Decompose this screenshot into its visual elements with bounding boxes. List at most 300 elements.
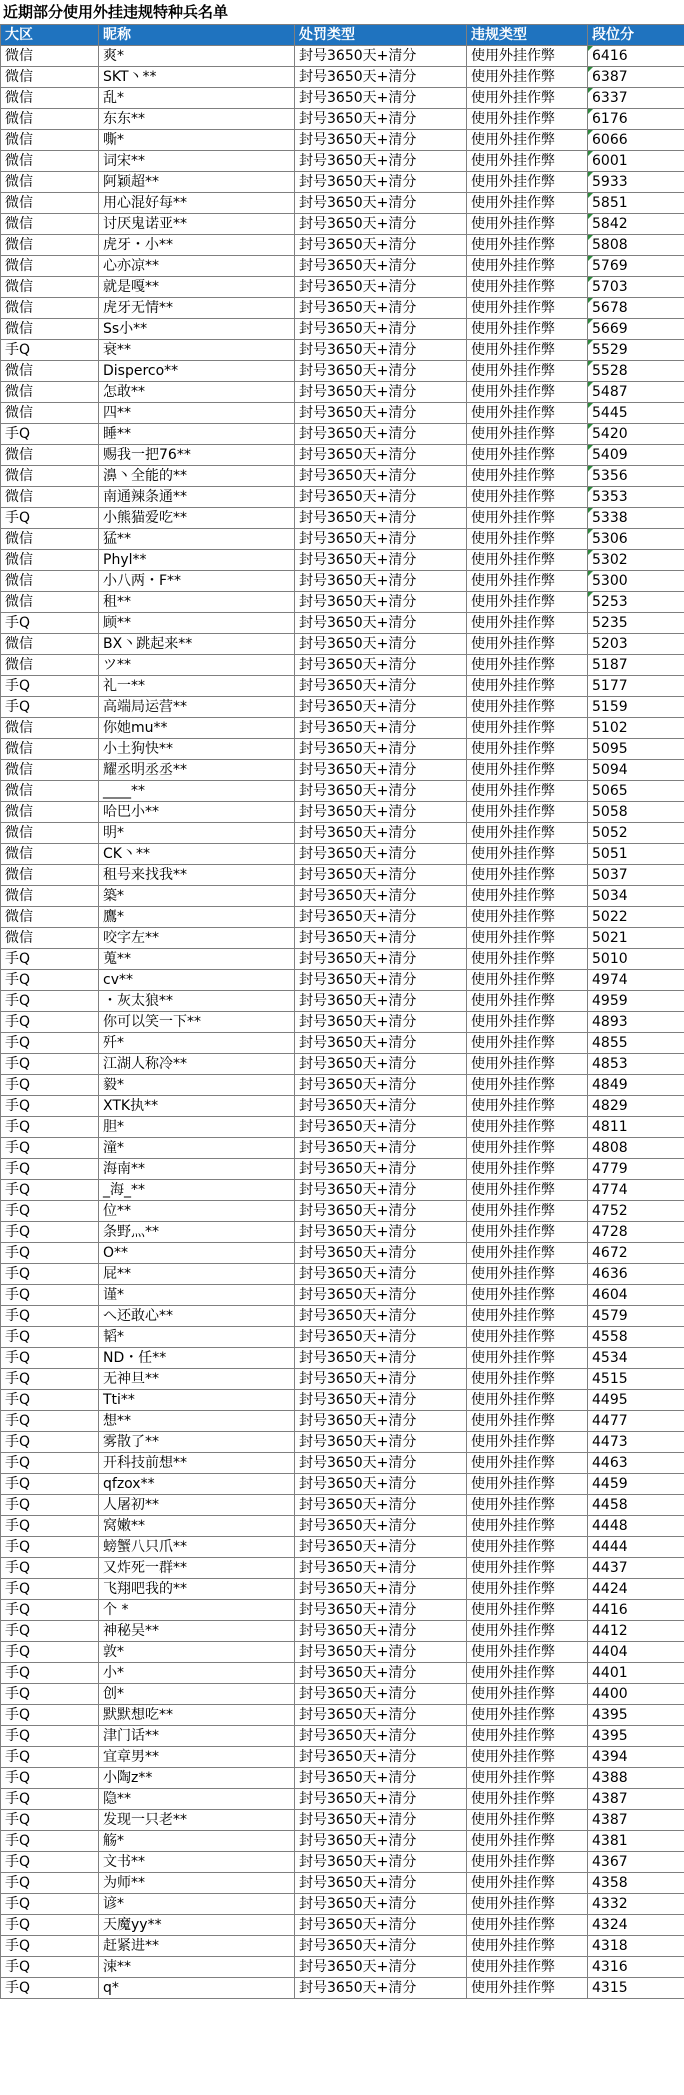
cell-region: 微信: [1, 760, 99, 781]
cell-violation: 使用外挂作弊: [467, 1768, 588, 1789]
score-value: 5203: [592, 636, 628, 652]
cell-violation: 使用外挂作弊: [467, 256, 588, 277]
cell-penalty: 封号3650天+清分: [295, 193, 467, 214]
cell-region: 手Q: [1, 1243, 99, 1264]
cell-penalty: 封号3650天+清分: [295, 1684, 467, 1705]
cell-nickname: 高端局运营**: [99, 697, 295, 718]
cell-nickname: 鷹*: [99, 907, 295, 928]
cell-violation: 使用外挂作弊: [467, 1306, 588, 1327]
cell-penalty: 封号3650天+清分: [295, 1537, 467, 1558]
cell-penalty: 封号3650天+清分: [295, 1957, 467, 1978]
cell-penalty: 封号3650天+清分: [295, 529, 467, 550]
table-row: [1, 1852, 684, 1873]
cell-score: [588, 1684, 684, 1705]
cell-nickname: 想**: [99, 1411, 295, 1432]
cell-region: 微信: [1, 886, 99, 907]
cell-region: 手Q: [1, 1075, 99, 1096]
cell-violation: 使用外挂作弊: [467, 1705, 588, 1726]
table-row: [1, 613, 684, 634]
cell-nickname: 为师**: [99, 1873, 295, 1894]
table-row: [1, 991, 684, 1012]
cell-violation: 使用外挂作弊: [467, 403, 588, 424]
score-value: 4534: [592, 1350, 628, 1366]
cell-nickname: 隐**: [99, 1789, 295, 1810]
cell-score: [588, 1726, 684, 1747]
cell-region: 手Q: [1, 1348, 99, 1369]
score-value: 5487: [592, 384, 628, 400]
cell-nickname: 谚*: [99, 1894, 295, 1915]
cell-violation: 使用外挂作弊: [467, 802, 588, 823]
cell-score: [588, 1894, 684, 1915]
column-header-penalty: 处罚类型: [295, 25, 467, 46]
table-row: [1, 844, 684, 865]
cell-nickname: 你她mu**: [99, 718, 295, 739]
cell-region: 手Q: [1, 1705, 99, 1726]
cell-nickname: ツ**: [99, 655, 295, 676]
score-value: 5021: [592, 930, 628, 946]
cell-nickname: 潼*: [99, 1138, 295, 1159]
error-indicator-icon: [588, 466, 593, 471]
cell-violation: 使用外挂作弊: [467, 865, 588, 886]
score-value: 5177: [592, 678, 628, 694]
cell-region: 微信: [1, 151, 99, 172]
cell-score: [588, 403, 684, 424]
cell-score: [588, 1642, 684, 1663]
table-row: [1, 1012, 684, 1033]
cell-penalty: 封号3650天+清分: [295, 235, 467, 256]
error-indicator-icon: [588, 529, 593, 534]
score-value: 4388: [592, 1770, 628, 1786]
cell-region: 微信: [1, 550, 99, 571]
cell-violation: 使用外挂作弊: [467, 1642, 588, 1663]
table-row: [1, 1159, 684, 1180]
cell-region: 微信: [1, 403, 99, 424]
table-row: [1, 151, 684, 172]
table-row: [1, 1558, 684, 1579]
cell-penalty: 封号3650天+清分: [295, 1012, 467, 1033]
cell-penalty: 封号3650天+清分: [295, 1453, 467, 1474]
cell-region: 手Q: [1, 1810, 99, 1831]
cell-nickname: cv**: [99, 970, 295, 991]
cell-score: [588, 214, 684, 235]
cell-region: 手Q: [1, 340, 99, 361]
cell-score: [588, 1705, 684, 1726]
cell-nickname: 韬*: [99, 1327, 295, 1348]
cell-region: 手Q: [1, 1558, 99, 1579]
score-value: 6387: [592, 69, 628, 85]
cell-region: 微信: [1, 256, 99, 277]
score-value: 4416: [592, 1602, 628, 1618]
cell-penalty: 封号3650天+清分: [295, 1222, 467, 1243]
cell-penalty: 封号3650天+清分: [295, 1516, 467, 1537]
score-value: 4324: [592, 1917, 628, 1933]
cell-region: 微信: [1, 193, 99, 214]
cell-penalty: 封号3650天+清分: [295, 1852, 467, 1873]
cell-score: [588, 235, 684, 256]
cell-nickname: qfzox**: [99, 1474, 295, 1495]
cell-violation: 使用外挂作弊: [467, 1075, 588, 1096]
score-value: 4672: [592, 1245, 628, 1261]
table-row: [1, 361, 684, 382]
table-row: [1, 1117, 684, 1138]
cell-score: [588, 256, 684, 277]
cell-nickname: 用心混好每**: [99, 193, 295, 214]
cell-score: [588, 1033, 684, 1054]
table-row: [1, 508, 684, 529]
cell-score: [588, 382, 684, 403]
cell-penalty: 封号3650天+清分: [295, 949, 467, 970]
cell-penalty: 封号3650天+清分: [295, 844, 467, 865]
cell-score: [588, 1915, 684, 1936]
cell-score: [588, 466, 684, 487]
table-row: [1, 1579, 684, 1600]
cell-violation: 使用外挂作弊: [467, 1243, 588, 1264]
cell-nickname: BX丶跳起来**: [99, 634, 295, 655]
cell-penalty: 封号3650天+清分: [295, 277, 467, 298]
cell-region: 手Q: [1, 1768, 99, 1789]
table-row: [1, 865, 684, 886]
cell-region: 手Q: [1, 1789, 99, 1810]
cell-region: 微信: [1, 655, 99, 676]
score-value: 4893: [592, 1014, 628, 1030]
cell-penalty: 封号3650天+清分: [295, 1705, 467, 1726]
cell-penalty: 封号3650天+清分: [295, 319, 467, 340]
table-row: [1, 67, 684, 88]
table-row: [1, 676, 684, 697]
cell-region: 微信: [1, 445, 99, 466]
cell-violation: 使用外挂作弊: [467, 991, 588, 1012]
cell-violation: 使用外挂作弊: [467, 571, 588, 592]
cell-score: [588, 1537, 684, 1558]
cell-region: 微信: [1, 928, 99, 949]
cell-violation: 使用外挂作弊: [467, 1789, 588, 1810]
cell-score: [588, 1495, 684, 1516]
cell-region: 手Q: [1, 1390, 99, 1411]
score-value: 5051: [592, 846, 628, 862]
cell-penalty: 封号3650天+清分: [295, 1495, 467, 1516]
cell-score: [588, 1180, 684, 1201]
column-header-violation: 违规类型: [467, 25, 588, 46]
score-value: 4448: [592, 1518, 628, 1534]
cell-violation: 使用外挂作弊: [467, 130, 588, 151]
cell-nickname: 衰**: [99, 340, 295, 361]
table-row: [1, 1180, 684, 1201]
score-value: 4774: [592, 1182, 628, 1198]
cell-score: [588, 823, 684, 844]
cell-region: 微信: [1, 298, 99, 319]
error-indicator-icon: [588, 487, 593, 492]
cell-violation: 使用外挂作弊: [467, 1033, 588, 1054]
cell-score: [588, 865, 684, 886]
cell-violation: 使用外挂作弊: [467, 1117, 588, 1138]
cell-region: 手Q: [1, 1684, 99, 1705]
cell-violation: 使用外挂作弊: [467, 88, 588, 109]
error-indicator-icon: [588, 214, 593, 219]
table-row: [1, 802, 684, 823]
cell-nickname: Disperco**: [99, 361, 295, 382]
cell-region: 手Q: [1, 1369, 99, 1390]
cell-nickname: 胆*: [99, 1117, 295, 1138]
cell-region: 微信: [1, 319, 99, 340]
cell-nickname: 无神旦**: [99, 1369, 295, 1390]
score-value: 4395: [592, 1728, 628, 1744]
score-value: 5338: [592, 510, 628, 526]
table-row: [1, 1411, 684, 1432]
cell-violation: 使用外挂作弊: [467, 1495, 588, 1516]
cell-nickname: 条野灬**: [99, 1222, 295, 1243]
table-row: [1, 1453, 684, 1474]
error-indicator-icon: [588, 382, 593, 387]
score-value: 5235: [592, 615, 628, 631]
score-value: 5095: [592, 741, 628, 757]
cell-nickname: SKT丶**: [99, 67, 295, 88]
error-indicator-icon: [588, 88, 593, 93]
table-row: [1, 46, 684, 67]
error-indicator-icon: [588, 298, 593, 303]
table-row: [1, 1978, 684, 1999]
table-row: [1, 1033, 684, 1054]
table-row: [1, 529, 684, 550]
cell-penalty: 封号3650天+清分: [295, 1726, 467, 1747]
score-value: 4463: [592, 1455, 628, 1471]
cell-region: 微信: [1, 592, 99, 613]
cell-penalty: 封号3650天+清分: [295, 760, 467, 781]
cell-nickname: 濞丶全能的**: [99, 466, 295, 487]
cell-nickname: 阿颖超**: [99, 172, 295, 193]
cell-violation: 使用外挂作弊: [467, 1726, 588, 1747]
cell-violation: 使用外挂作弊: [467, 634, 588, 655]
error-indicator-icon: [588, 508, 593, 513]
score-value: 5102: [592, 720, 628, 736]
score-value: 4401: [592, 1665, 628, 1681]
table-row: [1, 928, 684, 949]
cell-score: [588, 1600, 684, 1621]
cell-penalty: 封号3650天+清分: [295, 508, 467, 529]
cell-penalty: 封号3650天+清分: [295, 1642, 467, 1663]
cell-violation: 使用外挂作弊: [467, 1621, 588, 1642]
cell-violation: 使用外挂作弊: [467, 1285, 588, 1306]
cell-penalty: 封号3650天+清分: [295, 1831, 467, 1852]
cell-region: 手Q: [1, 1306, 99, 1327]
cell-region: 微信: [1, 277, 99, 298]
score-value: 5445: [592, 405, 628, 421]
cell-nickname: 爽*: [99, 46, 295, 67]
table-row: [1, 592, 684, 613]
cell-violation: 使用外挂作弊: [467, 214, 588, 235]
cell-region: 手Q: [1, 1201, 99, 1222]
cell-violation: 使用外挂作弊: [467, 1180, 588, 1201]
cell-region: 手Q: [1, 991, 99, 1012]
cell-region: 手Q: [1, 1621, 99, 1642]
cell-nickname: 租**: [99, 592, 295, 613]
cell-nickname: q*: [99, 1978, 295, 1999]
score-value: 4477: [592, 1413, 628, 1429]
score-value: 4358: [592, 1875, 628, 1891]
score-value: 5302: [592, 552, 628, 568]
cell-penalty: 封号3650天+清分: [295, 445, 467, 466]
cell-region: 手Q: [1, 1033, 99, 1054]
cell-region: 微信: [1, 67, 99, 88]
score-value: 5678: [592, 300, 628, 316]
cell-violation: 使用外挂作弊: [467, 1348, 588, 1369]
cell-score: [588, 1747, 684, 1768]
cell-region: 手Q: [1, 1642, 99, 1663]
score-value: 4381: [592, 1833, 628, 1849]
cell-score: [588, 739, 684, 760]
cell-violation: 使用外挂作弊: [467, 1537, 588, 1558]
cell-penalty: 封号3650天+清分: [295, 970, 467, 991]
score-value: 5528: [592, 363, 628, 379]
cell-violation: 使用外挂作弊: [467, 907, 588, 928]
cell-score: [588, 676, 684, 697]
table-header-row: [1, 25, 684, 46]
table-row: [1, 109, 684, 130]
table-row: [1, 718, 684, 739]
cell-penalty: 封号3650天+清分: [295, 1936, 467, 1957]
cell-region: 手Q: [1, 1327, 99, 1348]
cell-violation: 使用外挂作弊: [467, 466, 588, 487]
cell-score: [588, 1411, 684, 1432]
cell-violation: 使用外挂作弊: [467, 655, 588, 676]
cell-score: [588, 340, 684, 361]
cell-penalty: 封号3650天+清分: [295, 1285, 467, 1306]
cell-nickname: 小土狗快**: [99, 739, 295, 760]
cell-nickname: 虎牙・小**: [99, 235, 295, 256]
cell-violation: 使用外挂作弊: [467, 109, 588, 130]
error-indicator-icon: [588, 130, 593, 135]
score-value: 4316: [592, 1959, 628, 1975]
error-indicator-icon: [588, 424, 593, 429]
cell-region: 手Q: [1, 1873, 99, 1894]
cell-score: [588, 1264, 684, 1285]
cell-score: [588, 613, 684, 634]
cell-region: 手Q: [1, 1915, 99, 1936]
cell-score: [588, 1957, 684, 1978]
score-value: 5808: [592, 237, 628, 253]
cell-region: 手Q: [1, 1264, 99, 1285]
score-value: 5065: [592, 783, 628, 799]
cell-violation: 使用外挂作弊: [467, 1369, 588, 1390]
cell-violation: 使用外挂作弊: [467, 1978, 588, 1999]
cell-violation: 使用外挂作弊: [467, 1579, 588, 1600]
cell-region: 手Q: [1, 1159, 99, 1180]
score-value: 5306: [592, 531, 628, 547]
table-row: [1, 1201, 684, 1222]
cell-violation: 使用外挂作弊: [467, 1390, 588, 1411]
cell-penalty: 封号3650天+清分: [295, 88, 467, 109]
cell-score: [588, 1054, 684, 1075]
cell-nickname: 心亦凉**: [99, 256, 295, 277]
cell-violation: 使用外挂作弊: [467, 718, 588, 739]
error-indicator-icon: [588, 46, 593, 51]
cell-region: 微信: [1, 865, 99, 886]
cell-violation: 使用外挂作弊: [467, 487, 588, 508]
cell-violation: 使用外挂作弊: [467, 67, 588, 88]
cell-score: [588, 949, 684, 970]
error-indicator-icon: [588, 592, 593, 597]
cell-score: [588, 487, 684, 508]
score-value: 5037: [592, 867, 628, 883]
error-indicator-icon: [588, 571, 593, 576]
cell-region: 微信: [1, 382, 99, 403]
cell-nickname: 词宋**: [99, 151, 295, 172]
cell-penalty: 封号3650天+清分: [295, 1621, 467, 1642]
cell-nickname: 江湖人称冷**: [99, 1054, 295, 1075]
cell-score: [588, 781, 684, 802]
cell-penalty: 封号3650天+清分: [295, 613, 467, 634]
cell-penalty: 封号3650天+清分: [295, 1117, 467, 1138]
cell-score: [588, 1789, 684, 1810]
cell-region: 手Q: [1, 1411, 99, 1432]
cell-penalty: 封号3650天+清分: [295, 1054, 467, 1075]
cell-violation: 使用外挂作弊: [467, 676, 588, 697]
cell-nickname: 租号来找我**: [99, 865, 295, 886]
table-row: [1, 88, 684, 109]
cell-score: [588, 1327, 684, 1348]
cell-score: [588, 1558, 684, 1579]
cell-region: 手Q: [1, 1537, 99, 1558]
table-row: [1, 487, 684, 508]
cell-nickname: 发现一只老**: [99, 1810, 295, 1831]
cell-violation: 使用外挂作弊: [467, 1516, 588, 1537]
cell-nickname: _海_**: [99, 1180, 295, 1201]
error-indicator-icon: [588, 319, 593, 324]
cell-score: [588, 424, 684, 445]
score-value: 4459: [592, 1476, 628, 1492]
cell-region: 手Q: [1, 1600, 99, 1621]
cell-penalty: 封号3650天+清分: [295, 130, 467, 151]
cell-violation: 使用外挂作弊: [467, 1663, 588, 1684]
table-row: [1, 1768, 684, 1789]
cell-penalty: 封号3650天+清分: [295, 634, 467, 655]
cell-violation: 使用外挂作弊: [467, 424, 588, 445]
cell-region: 手Q: [1, 1432, 99, 1453]
cell-violation: 使用外挂作弊: [467, 319, 588, 340]
cell-penalty: 封号3650天+清分: [295, 361, 467, 382]
score-value: 5353: [592, 489, 628, 505]
cell-nickname: 谨*: [99, 1285, 295, 1306]
cell-region: 手Q: [1, 1894, 99, 1915]
table-row: [1, 1348, 684, 1369]
cell-score: [588, 991, 684, 1012]
cell-score: [588, 1873, 684, 1894]
cell-penalty: 封号3650天+清分: [295, 1579, 467, 1600]
cell-penalty: 封号3650天+清分: [295, 1159, 467, 1180]
cell-region: 手Q: [1, 949, 99, 970]
table-row: [1, 697, 684, 718]
table-row: [1, 634, 684, 655]
cell-score: [588, 151, 684, 172]
score-value: 5253: [592, 594, 628, 610]
cell-penalty: 封号3650天+清分: [295, 550, 467, 571]
cell-region: 微信: [1, 823, 99, 844]
cell-penalty: 封号3650天+清分: [295, 1264, 467, 1285]
score-value: 4318: [592, 1938, 628, 1954]
table-row: [1, 403, 684, 424]
cell-score: [588, 1516, 684, 1537]
cell-violation: 使用外挂作弊: [467, 1957, 588, 1978]
table-row: [1, 1789, 684, 1810]
cell-region: 手Q: [1, 424, 99, 445]
cell-score: [588, 1432, 684, 1453]
table-row: [1, 340, 684, 361]
table-row: [1, 466, 684, 487]
cell-nickname: ・灰太狼**: [99, 991, 295, 1012]
cell-nickname: Tti**: [99, 1390, 295, 1411]
cell-region: 微信: [1, 214, 99, 235]
cell-violation: 使用外挂作弊: [467, 1327, 588, 1348]
cell-region: 微信: [1, 781, 99, 802]
